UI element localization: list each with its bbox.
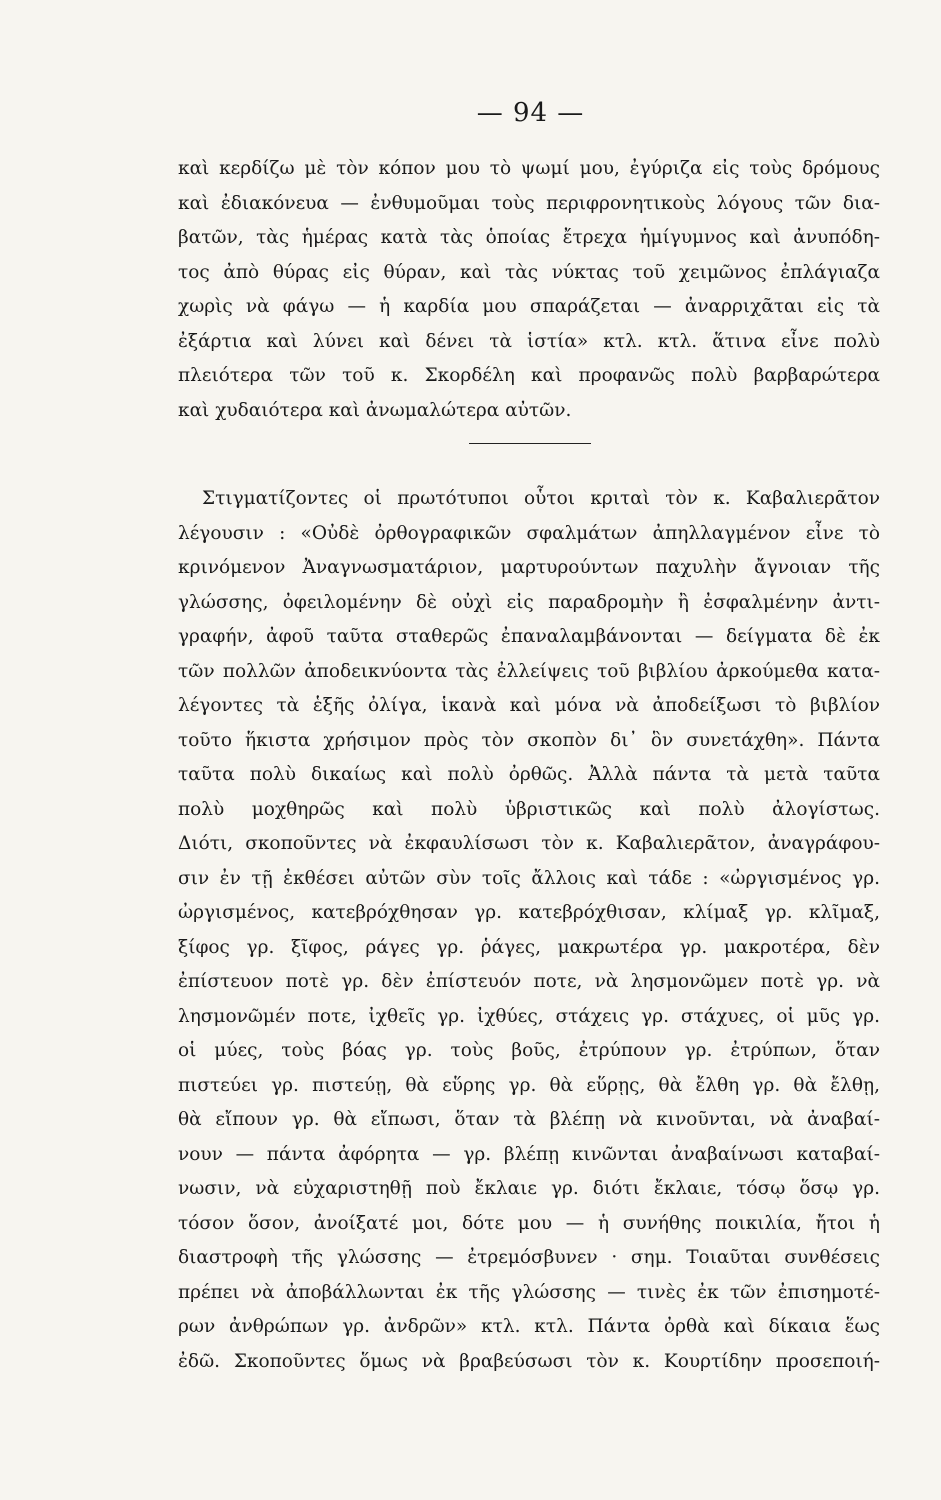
text-line: ρων ἀνθρώπων γρ. ἀνδρῶν» κτλ. κτλ. Πάντα ὀρθὰ καὶ δίκαια ἕως xyxy=(178,1316,880,1337)
text-line: βατῶν, τὰς ἡμέρας κατὰ τὰς ὁποίας ἔτρεχα ἡμίγυμνος καὶ ἀνυπόδη- xyxy=(178,227,880,248)
paragraph-1 xyxy=(178,152,880,428)
text-line: τοῦτο ἥκιστα χρήσιμον πρὸς τὸν σκοπὸν δι᾽ ὃν συνετάχθη». Πάντα xyxy=(178,729,880,751)
text-line: οἱ μύες, τοὺς βόας γρ. τοὺς βοῦς, ἐτρύπουν γρ. ἐτρύπων, ὅταν xyxy=(178,1040,880,1061)
text-line: κρινόμενον Ἀναγνωσματάριον, μαρτυρούντων παχυλὴν ἄγνοιαν τῆς xyxy=(178,557,880,578)
text-line: πολὺ μοχθηρῶς καὶ πολὺ ὑβριστικῶς καὶ πολὺ ἀλογίστως. xyxy=(178,798,880,820)
text-line: γλώσσης, ὀφειλομένην δὲ οὐχὶ εἰς παραδρομὴν ἢ ἐσφαλμένην ἀντι- xyxy=(178,591,880,613)
text-line: τόσον ὅσον, ἀνοίξατέ μοι, δότε μου — ἡ συνήθης ποικιλία, ἤτοι ἡ xyxy=(178,1212,880,1234)
text-line: ξίφος γρ. ξῖφος, ράγες γρ. ῥάγες, μακρωτέρα γρ. μακροτέρα, δὲν xyxy=(178,936,880,958)
text-line: καὶ κερδίζω μὲ τὸν κόπον μου τὸ ψωμί μου, ἐγύριζα εἰς τοὺς δρόμους xyxy=(178,158,880,179)
text-line: γραφήν, ἀφοῦ ταῦτα σταθερῶς ἐπαναλαμβάνονται — δείγματα δὲ ἐκ xyxy=(178,626,880,647)
text-line: ταῦτα πολὺ δικαίως καὶ πολὺ ὀρθῶς. Ἀλλὰ πάντα τὰ μετὰ ταῦτα xyxy=(178,764,880,785)
text-line: καὶ ἐδιακόνευα — ἐνθυμοῦμαι τοὺς περιφρονητικοὺς λόγους τῶν δια- xyxy=(178,192,880,214)
text-line: λησμονῶμέν ποτε, ἰχθεῖς γρ. ἰχθύες, στάχεις γρ. στάχυες, οἱ μῦς γρ. xyxy=(178,1005,880,1027)
text-line: θὰ εἴπουν γρ. θὰ εἴπωσι, ὅταν τὰ βλέπῃ νὰ κινοῦνται, νὰ ἀναβαί- xyxy=(178,1109,880,1130)
text-line: ἐπίστευον ποτὲ γρ. δὲν ἐπίστευόν ποτε, νὰ λησμονῶμεν ποτὲ γρ. νὰ xyxy=(178,971,880,992)
text-line: πρέπει νὰ ἀποβάλλωνται ἐκ τῆς γλώσσης — τινὲς ἐκ τῶν ἐπισημοτέ- xyxy=(178,1281,880,1303)
text-line: διαστροφὴ τῆς γλώσσης — ἐτρεμόσβυνεν · σημ. Τοιαῦται συνθέσεις xyxy=(178,1247,880,1268)
paragraph-2 xyxy=(178,482,880,1379)
page-number: — 94 — xyxy=(476,98,585,128)
text-line: νουν — πάντα ἀφόρητα — γρ. βλέπῃ κινῶνται ἀναβαίνωσι καταβαί- xyxy=(178,1143,880,1165)
text-line: πλειότερα τῶν τοῦ κ. Σκορδέλη καὶ προφανῶς πολὺ βαρβαρώτερα xyxy=(178,365,880,386)
text-line: Διότι, σκοποῦντες νὰ ἐκφαυλίσωσι τὸν κ. Καβαλιερᾶτον, ἀναγράφου- xyxy=(178,833,880,854)
text-line: τος ἀπὸ θύρας εἰς θύραν, καὶ τὰς νύκτας τοῦ χειμῶνος ἐπλάγιαζα xyxy=(178,261,880,283)
text-line: τῶν πολλῶν ἀποδεικνύοντα τὰς ἐλλείψεις τοῦ βιβλίου ἀρκούμεθα κατα- xyxy=(178,660,880,682)
text-line: Στιγματίζοντες οἱ πρωτότυποι οὗτοι κριταὶ τὸν κ. Καβαλιερᾶτον xyxy=(202,488,880,509)
text-line: λέγουσιν : «Οὐδὲ ὀρθογραφικῶν σφαλμάτων ἀπηλλαγμένον εἶνε τὸ xyxy=(178,522,880,544)
text-line: ἐδῶ. Σκοποῦντες ὅμως νὰ βραβεύσωσι τὸν κ. Κουρτίδην προσεποιή- xyxy=(178,1350,880,1372)
text-line: νωσιν, νὰ εὐχαριστηθῇ ποὺ ἔκλαιε γρ. διότι ἔκλαιε, τόσῳ ὅσῳ γρ. xyxy=(178,1178,880,1199)
text-line: ὠργισμένος, κατεβρόχθησαν γρ. κατεβρόχθισαν, κλίμαξ γρ. κλῖμαξ, xyxy=(178,902,880,923)
text-line: πιστεύει γρ. πιστεύῃ, θὰ εὕρης γρ. θὰ εὕρῃς, θὰ ἔλθη γρ. θὰ ἔλθῃ, xyxy=(178,1074,880,1096)
text-line: ἐξάρτια καὶ λύνει καὶ δένει τὰ ἱστία» κτλ. κτλ. ἅτινα εἶνε πολὺ xyxy=(178,330,880,352)
text-line: σιν ἐν τῇ ἐκθέσει αὐτῶν σὺν τοῖς ἄλλοις καὶ τάδε : «ὠργισμένος γρ. xyxy=(178,867,880,889)
section-divider xyxy=(469,443,591,444)
text-line: λέγοντες τὰ ἑξῆς ὀλίγα, ἱκανὰ καὶ μόνα νὰ ἀποδείξωσι τὸ βιβλίον xyxy=(178,695,880,716)
text-line: χωρὶς νὰ φάγω — ἡ καρδία μου σπαράζεται — ἀναρριχᾶται εἰς τὰ xyxy=(178,296,880,317)
text-line: καὶ χυδαιότερα καὶ ἀνωμαλώτερα αὐτῶν. xyxy=(178,399,572,421)
